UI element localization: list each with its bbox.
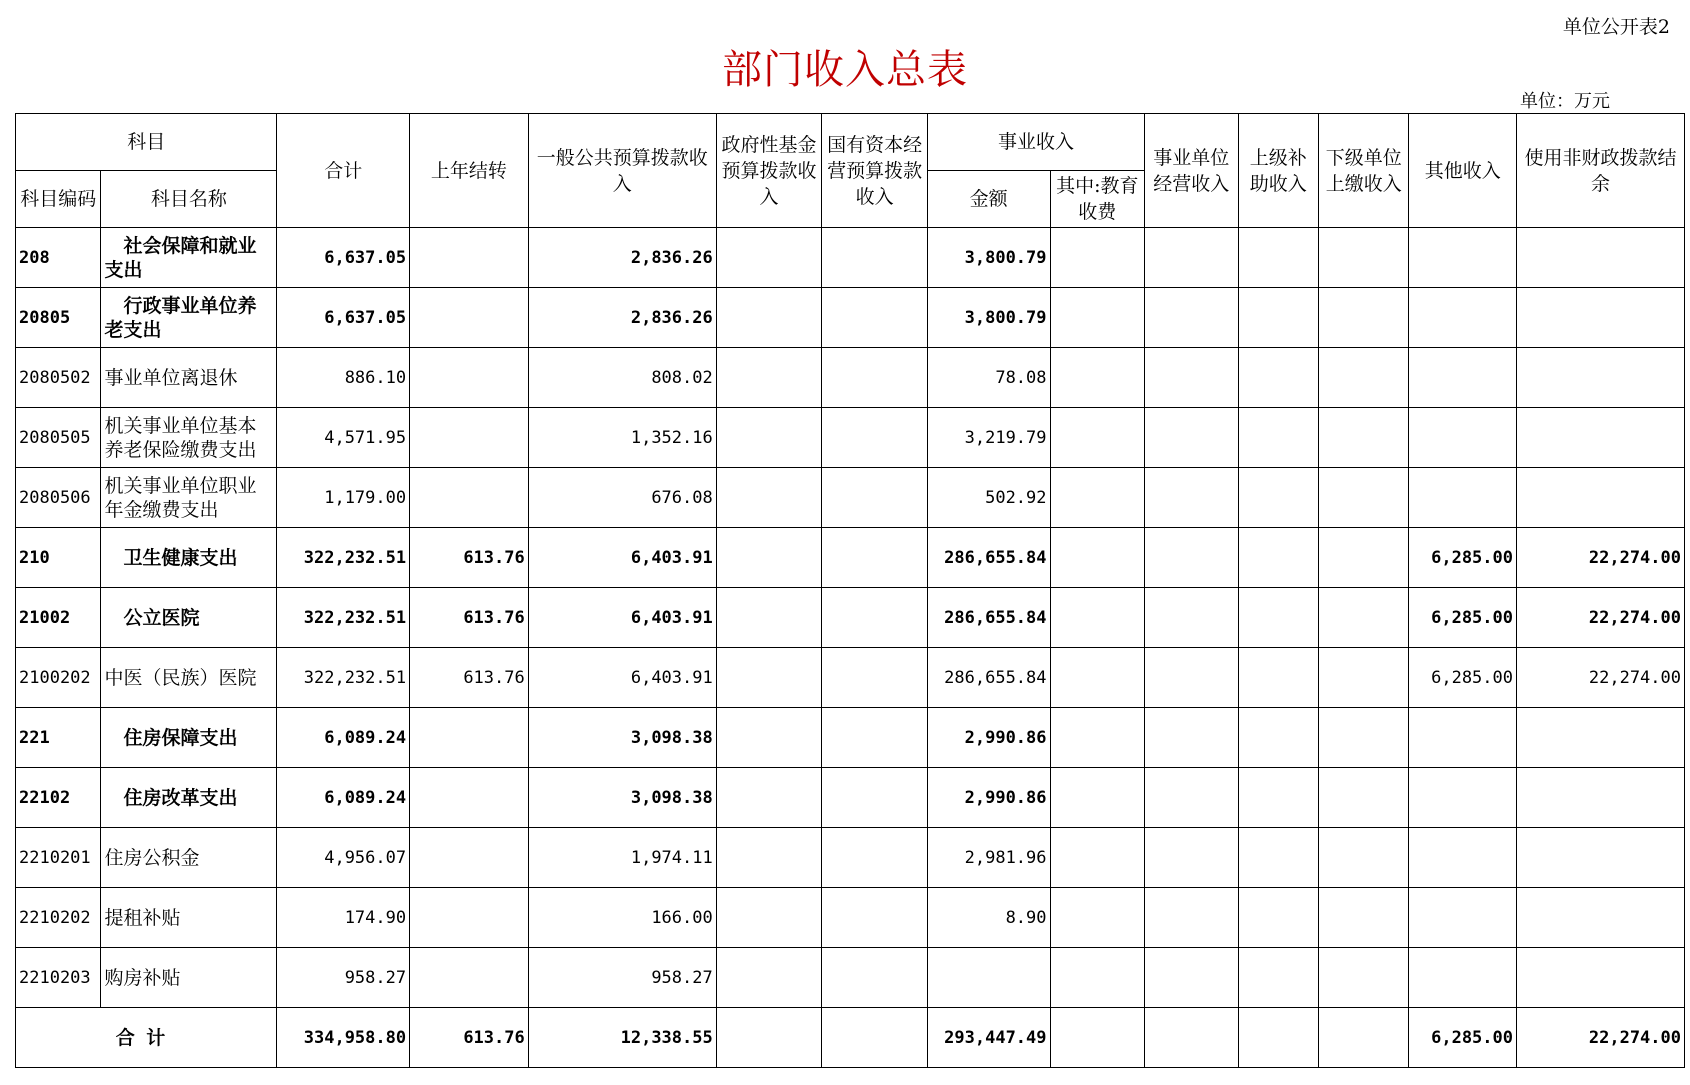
cell-carry: [410, 828, 529, 888]
subject-name: 机关事业单位基本养老保险缴费支出: [101, 408, 277, 468]
header-operating: 事业单位经营收入: [1145, 114, 1239, 228]
cell-gov_fund: [716, 888, 822, 948]
total-carry: 613.76: [410, 1008, 529, 1068]
cell-carry: 613.76: [410, 588, 529, 648]
cell-gov_fund: [716, 348, 822, 408]
cell-sub: [1318, 408, 1408, 468]
cell-superior: [1238, 228, 1318, 288]
cell-sub: [1318, 768, 1408, 828]
cell-operating: [1145, 828, 1239, 888]
cell-amount: 502.92: [927, 468, 1050, 528]
cell-general: 1,352.16: [528, 408, 716, 468]
cell-other: [1409, 468, 1517, 528]
cell-other: 6,285.00: [1409, 588, 1517, 648]
total-nonfiscal: 22,274.00: [1517, 1008, 1685, 1068]
header-carryover: 上年结转: [410, 114, 529, 228]
cell-total: 322,232.51: [277, 648, 410, 708]
cell-state: [822, 648, 928, 708]
cell-other: [1409, 348, 1517, 408]
table-row: [16, 288, 1685, 348]
cell-operating: [1145, 348, 1239, 408]
header-non-fiscal: 使用非财政拨款结余: [1517, 114, 1685, 228]
subject-name: 机关事业单位职业年金缴费支出: [101, 468, 277, 528]
cell-general: 6,403.91: [528, 528, 716, 588]
subject-code: 208: [16, 228, 101, 288]
cell-state: [822, 888, 928, 948]
cell-superior: [1238, 768, 1318, 828]
cell-other: [1409, 228, 1517, 288]
cell-operating: [1145, 408, 1239, 468]
cell-sub: [1318, 708, 1408, 768]
cell-total: 322,232.51: [277, 528, 410, 588]
table-row: [16, 468, 1685, 528]
header-total: 合计: [277, 114, 410, 228]
cell-operating: [1145, 708, 1239, 768]
cell-carry: [410, 468, 529, 528]
total-edu: [1050, 1008, 1145, 1068]
cell-gov_fund: [716, 588, 822, 648]
table-row: [16, 948, 1685, 1008]
totals-label: 合计: [16, 1008, 277, 1068]
cell-operating: [1145, 528, 1239, 588]
cell-gov_fund: [716, 408, 822, 468]
cell-edu: [1050, 288, 1145, 348]
cell-amount: 2,981.96: [927, 828, 1050, 888]
cell-total: 958.27: [277, 948, 410, 1008]
cell-operating: [1145, 228, 1239, 288]
cell-total: 322,232.51: [277, 588, 410, 648]
table-row: [16, 828, 1685, 888]
cell-state: [822, 288, 928, 348]
cell-carry: 613.76: [410, 528, 529, 588]
cell-other: [1409, 948, 1517, 1008]
subject-name: 住房公积金: [101, 828, 277, 888]
cell-total: 6,637.05: [277, 288, 410, 348]
subject-name: 卫生健康支出: [101, 528, 277, 588]
cell-carry: 613.76: [410, 648, 529, 708]
subject-name: 中医（民族）医院: [101, 648, 277, 708]
cell-gov_fund: [716, 528, 822, 588]
cell-operating: [1145, 648, 1239, 708]
cell-nonfiscal: [1517, 348, 1685, 408]
cell-operating: [1145, 948, 1239, 1008]
cell-edu: [1050, 228, 1145, 288]
cell-edu: [1050, 768, 1145, 828]
subject-name: 社会保障和就业支出: [101, 228, 277, 288]
cell-amount: 78.08: [927, 348, 1050, 408]
cell-other: [1409, 408, 1517, 468]
cell-state: [822, 348, 928, 408]
cell-superior: [1238, 348, 1318, 408]
total-total: 334,958.80: [277, 1008, 410, 1068]
cell-sub: [1318, 888, 1408, 948]
cell-state: [822, 588, 928, 648]
cell-sub: [1318, 948, 1408, 1008]
cell-sub: [1318, 348, 1408, 408]
cell-carry: [410, 948, 529, 1008]
cell-gov_fund: [716, 948, 822, 1008]
subject-code: 21002: [16, 588, 101, 648]
cell-carry: [410, 768, 529, 828]
total-state: [822, 1008, 928, 1068]
cell-carry: [410, 408, 529, 468]
cell-carry: [410, 228, 529, 288]
cell-operating: [1145, 588, 1239, 648]
header-edu-fee: 其中:教育收费: [1050, 171, 1145, 228]
cell-edu: [1050, 528, 1145, 588]
cell-gov_fund: [716, 288, 822, 348]
cell-gov_fund: [716, 228, 822, 288]
cell-other: [1409, 288, 1517, 348]
cell-edu: [1050, 408, 1145, 468]
header-other: 其他收入: [1409, 114, 1517, 228]
cell-total: 174.90: [277, 888, 410, 948]
cell-carry: [410, 888, 529, 948]
cell-gov_fund: [716, 768, 822, 828]
cell-state: [822, 528, 928, 588]
table-row: [16, 708, 1685, 768]
cell-nonfiscal: [1517, 408, 1685, 468]
cell-other: [1409, 768, 1517, 828]
cell-gov_fund: [716, 648, 822, 708]
cell-edu: [1050, 708, 1145, 768]
cell-superior: [1238, 408, 1318, 468]
total-other: 6,285.00: [1409, 1008, 1517, 1068]
cell-amount: 286,655.84: [927, 528, 1050, 588]
subject-name: 住房改革支出: [101, 768, 277, 828]
cell-general: 166.00: [528, 888, 716, 948]
cell-nonfiscal: 22,274.00: [1517, 648, 1685, 708]
header-state-capital: 国有资本经营预算拨款收入: [822, 114, 928, 228]
header-sub-unit: 下级单位上缴收入: [1318, 114, 1408, 228]
cell-edu: [1050, 648, 1145, 708]
cell-state: [822, 828, 928, 888]
header-superior-subsidy: 上级补助收入: [1238, 114, 1318, 228]
cell-general: 2,836.26: [528, 288, 716, 348]
cell-sub: [1318, 828, 1408, 888]
cell-amount: 2,990.86: [927, 768, 1050, 828]
cell-state: [822, 708, 928, 768]
cell-gov_fund: [716, 468, 822, 528]
cell-carry: [410, 348, 529, 408]
subject-code: 2080505: [16, 408, 101, 468]
cell-state: [822, 948, 928, 1008]
cell-superior: [1238, 888, 1318, 948]
total-sub: [1318, 1008, 1408, 1068]
subject-name: 住房保障支出: [101, 708, 277, 768]
cell-sub: [1318, 228, 1408, 288]
cell-edu: [1050, 588, 1145, 648]
cell-state: [822, 768, 928, 828]
cell-other: 6,285.00: [1409, 528, 1517, 588]
cell-sub: [1318, 528, 1408, 588]
cell-total: 886.10: [277, 348, 410, 408]
cell-other: [1409, 828, 1517, 888]
cell-nonfiscal: [1517, 228, 1685, 288]
cell-general: 2,836.26: [528, 228, 716, 288]
header-business-income: 事业收入: [927, 114, 1144, 171]
form-number: 单位公开表2: [1562, 16, 1670, 38]
cell-total: 6,089.24: [277, 708, 410, 768]
cell-sub: [1318, 288, 1408, 348]
cell-amount: 286,655.84: [927, 648, 1050, 708]
cell-superior: [1238, 648, 1318, 708]
cell-superior: [1238, 828, 1318, 888]
cell-other: [1409, 708, 1517, 768]
header-amount: 金额: [927, 171, 1050, 228]
cell-amount: 8.90: [927, 888, 1050, 948]
cell-gov_fund: [716, 828, 822, 888]
total-superior: [1238, 1008, 1318, 1068]
cell-nonfiscal: [1517, 948, 1685, 1008]
cell-amount: [927, 948, 1050, 1008]
subject-code: 22102: [16, 768, 101, 828]
table-row: [16, 408, 1685, 468]
table-row: [16, 228, 1685, 288]
subject-code: 2210202: [16, 888, 101, 948]
cell-state: [822, 228, 928, 288]
cell-general: 6,403.91: [528, 648, 716, 708]
table-row: [16, 528, 1685, 588]
cell-gov_fund: [716, 708, 822, 768]
subject-code: 2100202: [16, 648, 101, 708]
unit-label: 单位：万元: [1520, 91, 1610, 112]
cell-edu: [1050, 468, 1145, 528]
page-title: 部门收入总表: [722, 47, 968, 93]
cell-superior: [1238, 948, 1318, 1008]
subject-name: 事业单位离退休: [101, 348, 277, 408]
cell-total: 4,571.95: [277, 408, 410, 468]
subject-code: 221: [16, 708, 101, 768]
cell-sub: [1318, 648, 1408, 708]
table-row: [16, 768, 1685, 828]
subject-code: 2210203: [16, 948, 101, 1008]
cell-general: 3,098.38: [528, 708, 716, 768]
cell-other: [1409, 888, 1517, 948]
cell-nonfiscal: 22,274.00: [1517, 528, 1685, 588]
income-table: [15, 113, 1685, 1068]
subject-code: 2080502: [16, 348, 101, 408]
total-gov_fund: [716, 1008, 822, 1068]
cell-superior: [1238, 528, 1318, 588]
cell-general: 958.27: [528, 948, 716, 1008]
total-operating: [1145, 1008, 1239, 1068]
cell-edu: [1050, 348, 1145, 408]
subject-name: 提租补贴: [101, 888, 277, 948]
cell-total: 4,956.07: [277, 828, 410, 888]
total-general: 12,338.55: [528, 1008, 716, 1068]
cell-nonfiscal: [1517, 888, 1685, 948]
table-row: [16, 888, 1685, 948]
cell-general: 1,974.11: [528, 828, 716, 888]
cell-state: [822, 408, 928, 468]
cell-superior: [1238, 708, 1318, 768]
cell-total: 1,179.00: [277, 468, 410, 528]
subject-code: 210: [16, 528, 101, 588]
cell-general: 3,098.38: [528, 768, 716, 828]
cell-operating: [1145, 288, 1239, 348]
cell-nonfiscal: [1517, 288, 1685, 348]
header-gov-fund: 政府性基金预算拨款收入: [716, 114, 822, 228]
cell-nonfiscal: [1517, 768, 1685, 828]
cell-nonfiscal: [1517, 708, 1685, 768]
cell-general: 6,403.91: [528, 588, 716, 648]
totals-row: [16, 1008, 1685, 1068]
header-code: 科目编码: [16, 171, 101, 228]
table-row: [16, 648, 1685, 708]
subject-code: 2210201: [16, 828, 101, 888]
cell-sub: [1318, 588, 1408, 648]
cell-sub: [1318, 468, 1408, 528]
cell-nonfiscal: [1517, 468, 1685, 528]
table-row: [16, 588, 1685, 648]
table-row: [16, 348, 1685, 408]
subject-name: 行政事业单位养老支出: [101, 288, 277, 348]
cell-edu: [1050, 888, 1145, 948]
cell-amount: 2,990.86: [927, 708, 1050, 768]
total-amount: 293,447.49: [927, 1008, 1050, 1068]
cell-amount: 3,800.79: [927, 288, 1050, 348]
cell-amount: 3,219.79: [927, 408, 1050, 468]
cell-amount: 3,800.79: [927, 228, 1050, 288]
cell-state: [822, 468, 928, 528]
cell-operating: [1145, 768, 1239, 828]
subject-code: 20805: [16, 288, 101, 348]
cell-total: 6,637.05: [277, 228, 410, 288]
cell-carry: [410, 708, 529, 768]
cell-operating: [1145, 468, 1239, 528]
subject-name: 购房补贴: [101, 948, 277, 1008]
cell-nonfiscal: [1517, 828, 1685, 888]
header-subject: 科目: [16, 114, 277, 171]
cell-general: 676.08: [528, 468, 716, 528]
cell-superior: [1238, 588, 1318, 648]
cell-nonfiscal: 22,274.00: [1517, 588, 1685, 648]
cell-edu: [1050, 948, 1145, 1008]
subject-code: 2080506: [16, 468, 101, 528]
cell-total: 6,089.24: [277, 768, 410, 828]
header-name: 科目名称: [101, 171, 277, 228]
header-general-budget: 一般公共预算拨款收入: [528, 114, 716, 228]
cell-superior: [1238, 468, 1318, 528]
cell-amount: 286,655.84: [927, 588, 1050, 648]
cell-operating: [1145, 888, 1239, 948]
cell-edu: [1050, 828, 1145, 888]
subject-name: 公立医院: [101, 588, 277, 648]
cell-other: 6,285.00: [1409, 648, 1517, 708]
cell-carry: [410, 288, 529, 348]
cell-superior: [1238, 288, 1318, 348]
cell-general: 808.02: [528, 348, 716, 408]
